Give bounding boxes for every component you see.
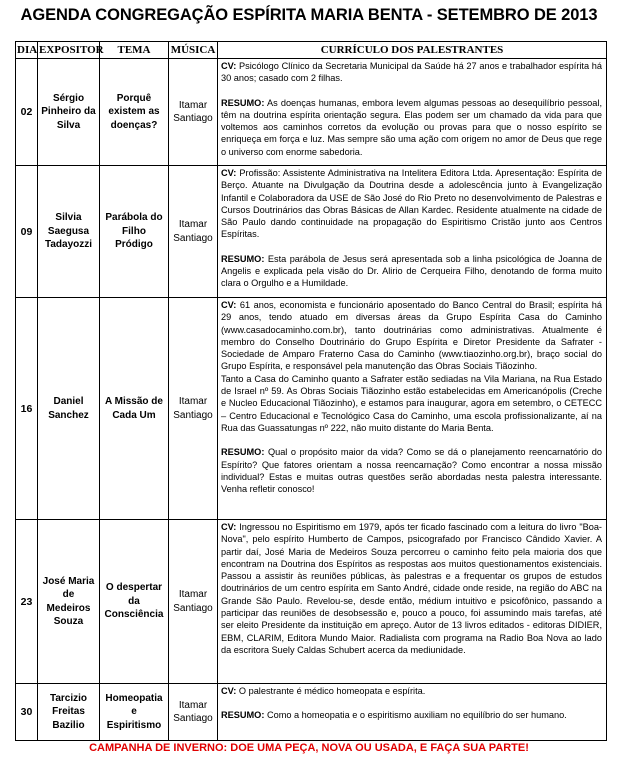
header-theme: TEMA	[100, 42, 169, 59]
campaign-footer: CAMPANHA DE INVERNO: DOE UMA PEÇA, NOVA OU USADA, E FAÇA SUA PARTE!	[89, 742, 529, 754]
row-curriculum	[218, 166, 607, 298]
row-theme: Homeopatia e Espiritismo	[100, 684, 169, 741]
summary-text: Esta parábola de Jesus será apresentada sob a linha psicológica de Joanna de Angelis e explicada pela visão do Dr. Alirio de Cerqueira Filho, denotando de forma muito clara o Orgulho e a Humildade.	[221, 253, 602, 289]
summary-label: RESUMO:	[221, 447, 265, 458]
row-curriculum	[218, 298, 607, 520]
cv-paragraph	[221, 299, 602, 373]
cv-paragraph	[221, 685, 602, 697]
row-speaker: Daniel Sanchez	[38, 298, 100, 520]
cv-label: CV:	[221, 686, 237, 696]
row-curriculum	[218, 684, 607, 741]
row-speaker: Sérgio Pinheiro da Silva	[38, 59, 100, 166]
row-music: Itamar Santiago	[169, 684, 218, 741]
row-music: Itamar Santiago	[169, 298, 218, 520]
header-day: DIA	[16, 42, 38, 59]
row-theme: O despertar da Consciência	[100, 520, 169, 684]
row-music: Itamar Santiago	[169, 166, 218, 298]
row-music: Itamar Santiago	[169, 59, 218, 166]
cv-paragraph	[221, 521, 602, 656]
row-speaker: José Maria de Medeiros Souza	[38, 520, 100, 684]
row-day: 02	[16, 59, 38, 166]
table-row	[16, 520, 607, 684]
row-day: 23	[16, 520, 38, 684]
summary-text: As doenças humanas, embora levem algumas pessoas ao desequilíbrio pessoal, têm na doutrina espírita orientação segura. Elas podem ser um chamado da vida para que voltemos aos caminhos corretos da evolução ou provas para que o nosso espírito se enriqueça em força e luz. Mas sempre são uma ação com origem no amor de Deus que rege o universo com enorme sabedoria.	[221, 97, 602, 157]
summary-label: RESUMO:	[221, 710, 265, 721]
table-row	[16, 684, 607, 741]
header-speaker: EXPOSITOR	[38, 42, 100, 59]
cv-label: CV:	[221, 168, 237, 178]
table-row	[16, 59, 607, 166]
agenda-table	[15, 41, 607, 741]
cv-label: CV:	[221, 300, 237, 310]
row-theme: Parábola do Filho Pródigo	[100, 166, 169, 298]
row-music: Itamar Santiago	[169, 520, 218, 684]
summary-paragraph	[221, 253, 602, 290]
summary-paragraph	[221, 97, 602, 158]
row-curriculum	[218, 520, 607, 684]
cv-label: CV:	[221, 522, 237, 532]
cv-text: Ingressou no Espiritismo em 1979, após ter ficado fascinado com a leitura do livro "Boa-Nova", pelo espírito Humberto de Campos, psicografado por Francisco Cândido Xavier. A partir daí, José Maria de Medeiros Souza percorreu o caminho feito pela maioria dos que encontram na Doutrina dos Espíritos as respostas aos muitos questionamentos existenciais. Passou a assistir às reuniões públicas, às palestras e a frequentar os grupos de estudos doutrinários de um centro espírita em Santo André, cidade onde reside, na região do ABC na Grande São Paulo. Revelou-se, desde então, médium intuitivo e psicofônico, passando a participar das reuniões de desobsessão e, pouco a pouco, foi assumindo mais tarefas, até ser eleito Presidente da instituição em apreço. Autor de 13 livros editados - editoras DIDIER, EBM, CLARIM, Editora Mundo Maior. Radialista com programa na Radio Boa Nova ao lado da escritora Suely Caldas Schubert acerca da mediunidade.	[221, 522, 602, 655]
cv-text: 61 anos, economista e funcionário aposentado do Banco Central do Brasil; espírita há 29 anos, tendo atuado em diversas áreas da Grupo Espírita Casa do Caminho (www.casadocaminho.com.br), tanto doutrinárias como administrativas. Atualmente é membro do Conselho Doutrinário do Grupo Espírita e Diretor Presidente da Safrater - Sociedade de Amparo Fraterno Casa do Caminho (www.tiaozinho.org.br), braço social do Grupo Espírita, e responsável pela manutenção das Obras Sociais Tiãozinho.	[221, 300, 602, 372]
summary-paragraph	[221, 446, 602, 495]
cv-paragraph-extra: Tanto a Casa do Caminho quanto a Safrater estão sediadas na Vila Mariana, na Rua Estado de Israel nº 59. As Obras Sociais Tiãozinho estão estabelecidas em Americanópolis (Creche e Nucleo Educacional Tiãozinho), e estamos para inaugurar, agora em setembro, o CETECC – Centro Educacional e Tecnológico Casa do Caminho, uma escola profissionalizante, aí na Rua das Guassatungas nº 222, não muito distante do Maria Benta.	[221, 373, 602, 433]
header-music: MÚSICA	[169, 42, 218, 59]
cv-text: Psicólogo Clínico da Secretaria Municipal da Saúde há 27 anos e trabalhador espírita há 30 anos; casado com 2 filhas.	[221, 61, 602, 84]
header-cv: CURRÍCULO DOS PALESTRANTES	[218, 42, 607, 59]
summary-text: Qual o propósito maior da vida? Como se dá o planejamento reencarnatório do Espírito? Que fatores orientam a nossa reencarnação? Como encontrar a nossa missão individual? Estas e muitas outras questões serão abordadas nesta palestra interessante. Venha refletir conosco!	[221, 447, 602, 495]
summary-text: Como a homeopatia e o espiritismo auxiliam no equilíbrio do ser humano.	[266, 710, 567, 721]
cv-text: O palestrante é médico homeopata e espírita.	[238, 686, 426, 696]
row-theme: A Missão de Cada Um	[100, 298, 169, 520]
table-row	[16, 298, 607, 520]
row-day: 30	[16, 684, 38, 741]
table-row	[16, 166, 607, 298]
cv-text: Profissão: Assistente Administrativa na Intelitera Editora Ltda. Apresentação: Espírita de Berço. Atuante na Divulgação da Doutrina desde a adolescência junto à Evangelização Infantil e Colaboradora da USE de São José do Rio Preto no desenvolvimento de Palestras e Cursos Doutrinários das Obras Básicas de Allan Kardec. Residente atualmente na cidade de São Paulo dando continuidade na propagação do Espiritismo Cristão junto aos Centros Espíritas.	[221, 168, 603, 240]
summary-label: RESUMO:	[221, 253, 265, 264]
page-title: AGENDA CONGREGAÇÃO ESPÍRITA MARIA BENTA - SETEMBRO DE 2013	[20, 6, 598, 24]
cv-paragraph	[221, 167, 602, 241]
cv-paragraph	[221, 60, 602, 85]
cv-label: CV:	[221, 61, 237, 71]
header-row	[16, 42, 607, 59]
row-day: 16	[16, 298, 38, 520]
row-speaker: Tarcizio Freitas Bazilio	[38, 684, 100, 741]
summary-label: RESUMO:	[221, 97, 265, 108]
summary-paragraph	[221, 709, 602, 721]
row-theme: Porquê existem as doenças?	[100, 59, 169, 166]
row-day: 09	[16, 166, 38, 298]
row-speaker: Silvia Saegusa Tadayozzi	[38, 166, 100, 298]
row-curriculum	[218, 59, 607, 166]
